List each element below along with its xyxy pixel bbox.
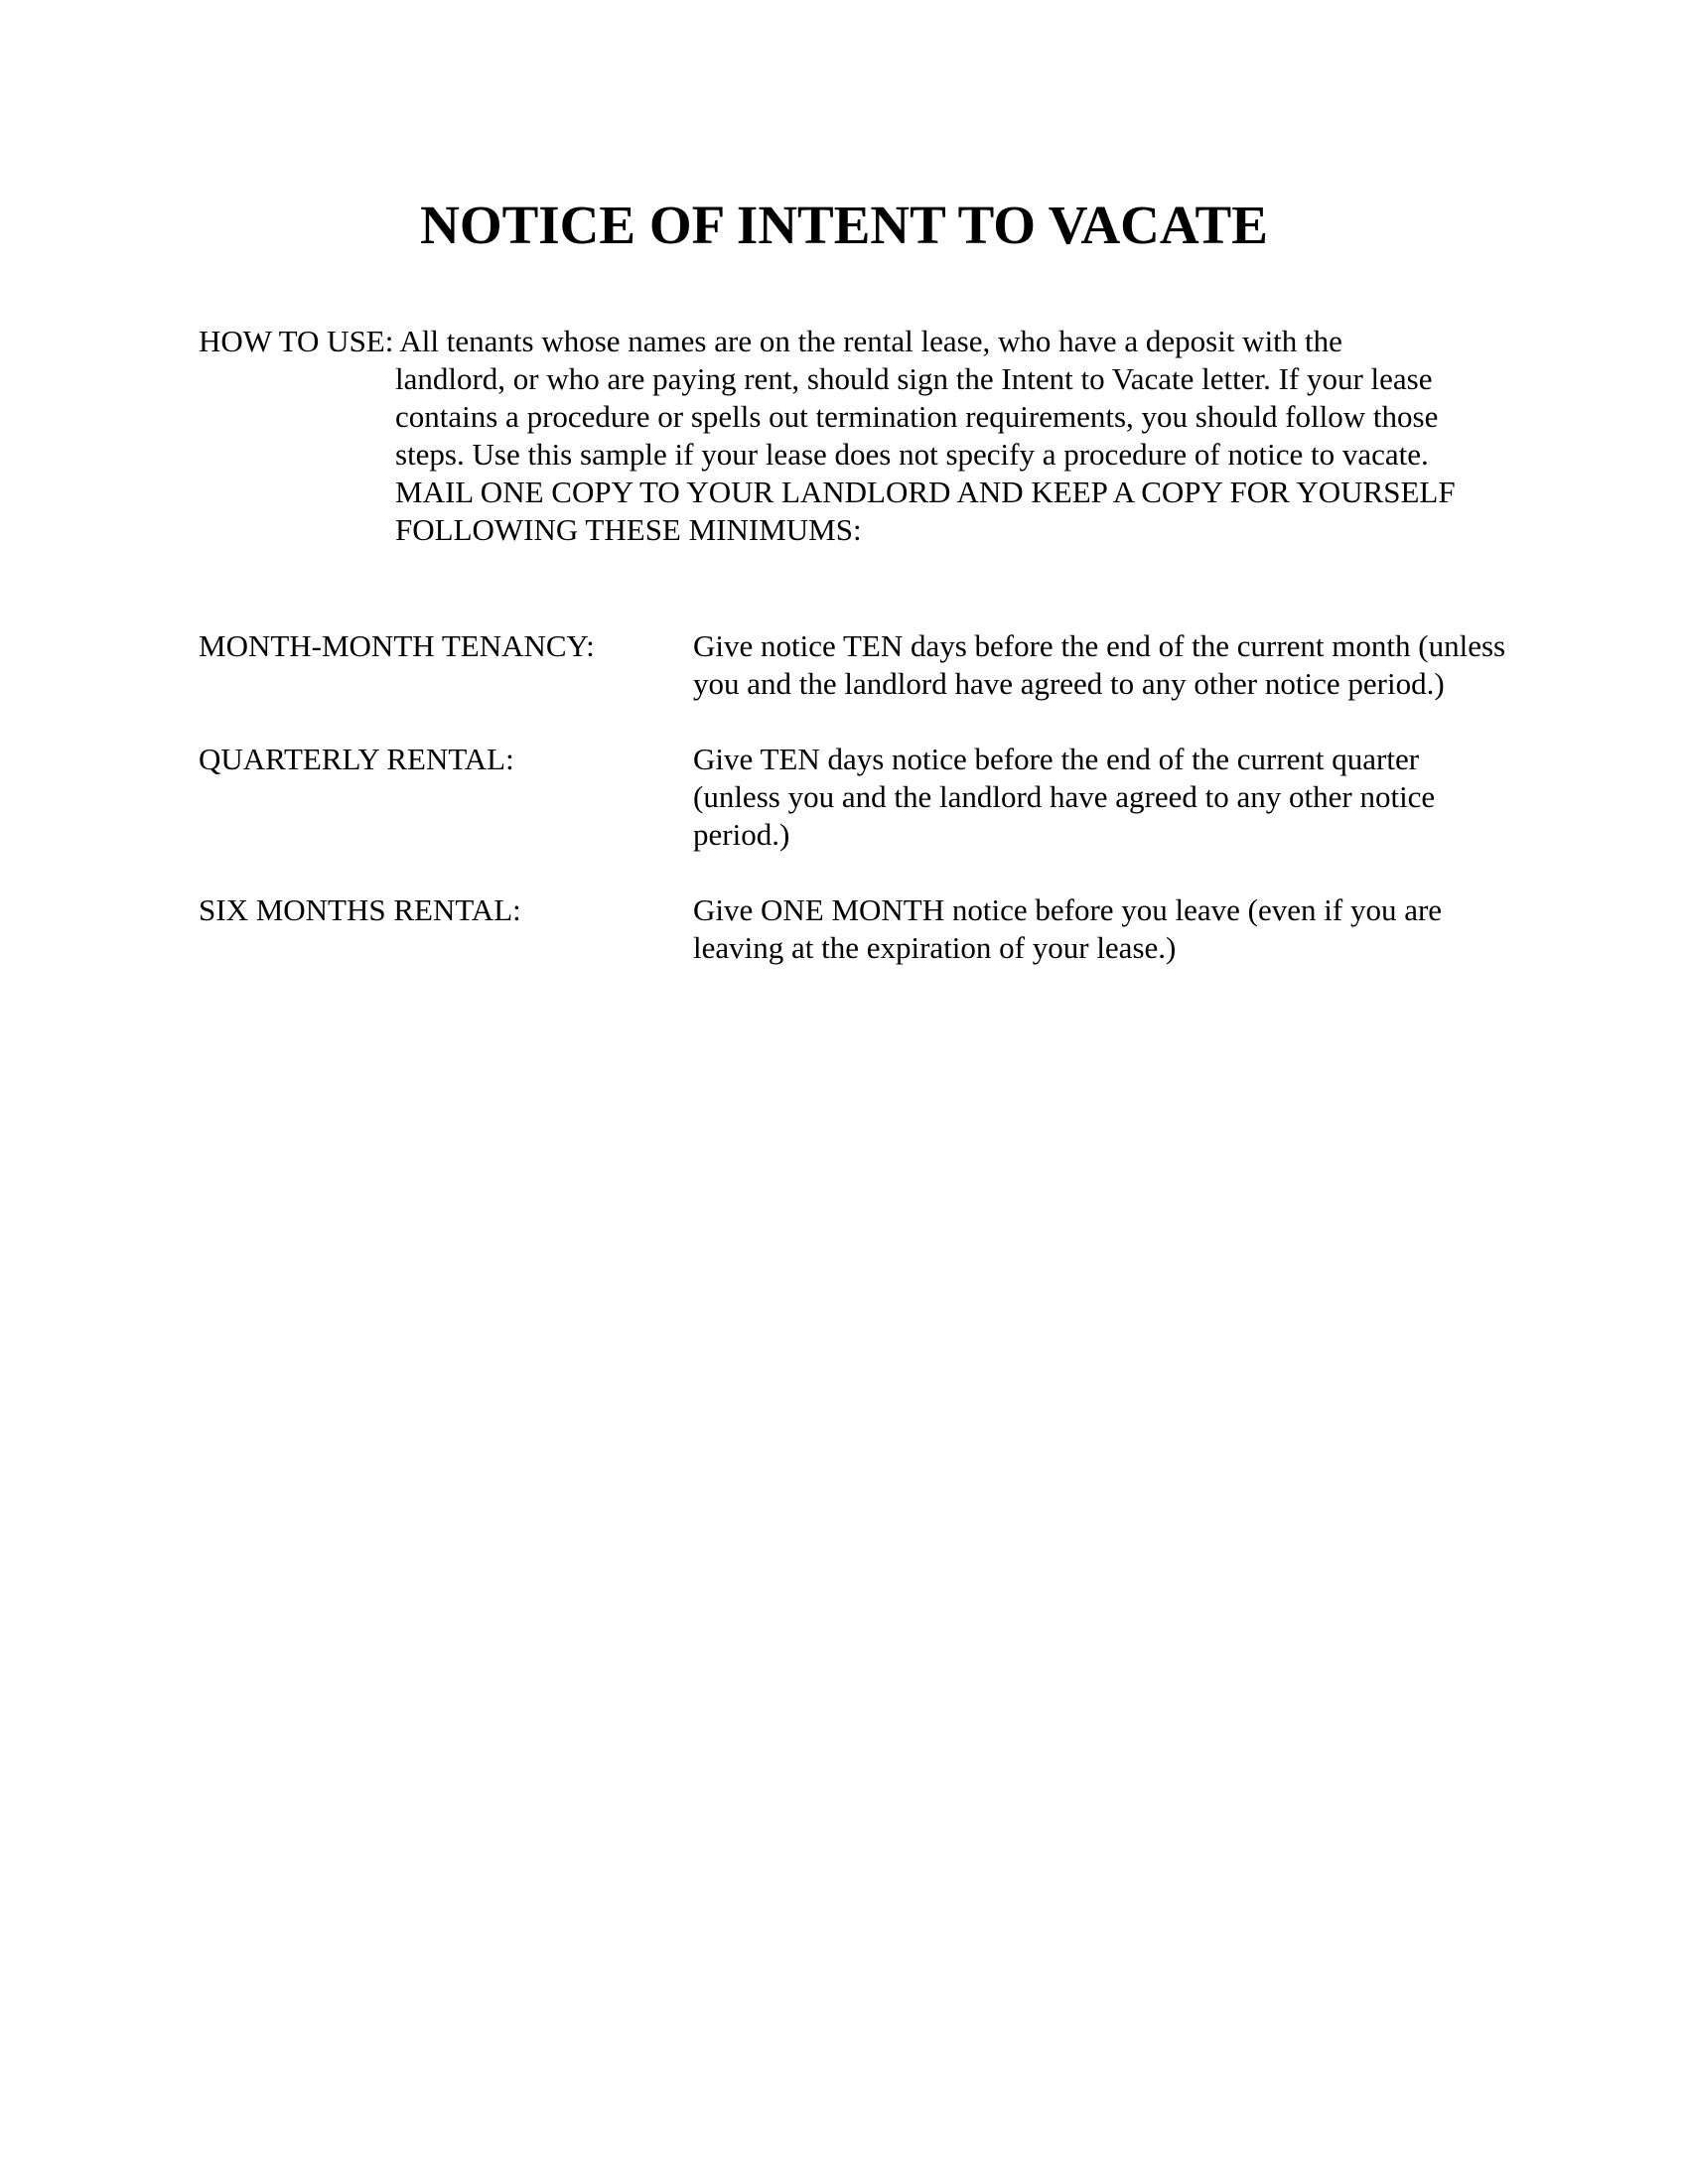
how-to-use-first-line-text: All tenants whose names are on the rental lease, who have a deposit with the <box>399 324 1342 358</box>
rule-month-month <box>199 627 1509 703</box>
notice-rules-list <box>199 627 1509 1005</box>
rule-text: Give TEN days notice before the end of the current quarter (unless you and the landlord have agreed to any other notice period.) <box>693 742 1436 852</box>
how-to-use-label: HOW TO USE: <box>199 324 394 358</box>
rule-quarterly <box>199 741 1509 854</box>
rule-text: Give ONE MONTH notice before you leave (even if you are leaving at the expiration of your lease.) <box>693 892 1443 965</box>
rule-label: QUARTERLY RENTAL: <box>199 742 514 776</box>
rule-label: MONTH-MONTH TENANCY: <box>199 628 595 663</box>
how-to-use-first-line <box>199 323 1509 360</box>
how-to-use-body <box>395 360 1507 549</box>
how-to-use-instruction: MAIL ONE COPY TO YOUR LANDLORD AND KEEP A COPY FOR YOURSELF FOLLOWING THESE MINIMUMS: <box>395 475 1456 547</box>
rule-label: SIX MONTHS RENTAL: <box>199 892 521 927</box>
rule-text: Give notice TEN days before the end of the current month (unless you and the landlord have agreed to any other notice period.) <box>693 628 1506 701</box>
document-title: NOTICE OF INTENT TO VACATE <box>420 195 1268 255</box>
how-to-use-continuation: landlord, or who are paying rent, should sign the Intent to Vacate letter. If your lease contains a procedure or spells out termination requirements, you should follow those steps. Use this sample if your lease does not specify a procedure of notice to vacate. <box>395 361 1439 472</box>
how-to-use-section <box>199 323 1509 549</box>
rule-six-months <box>199 891 1509 967</box>
